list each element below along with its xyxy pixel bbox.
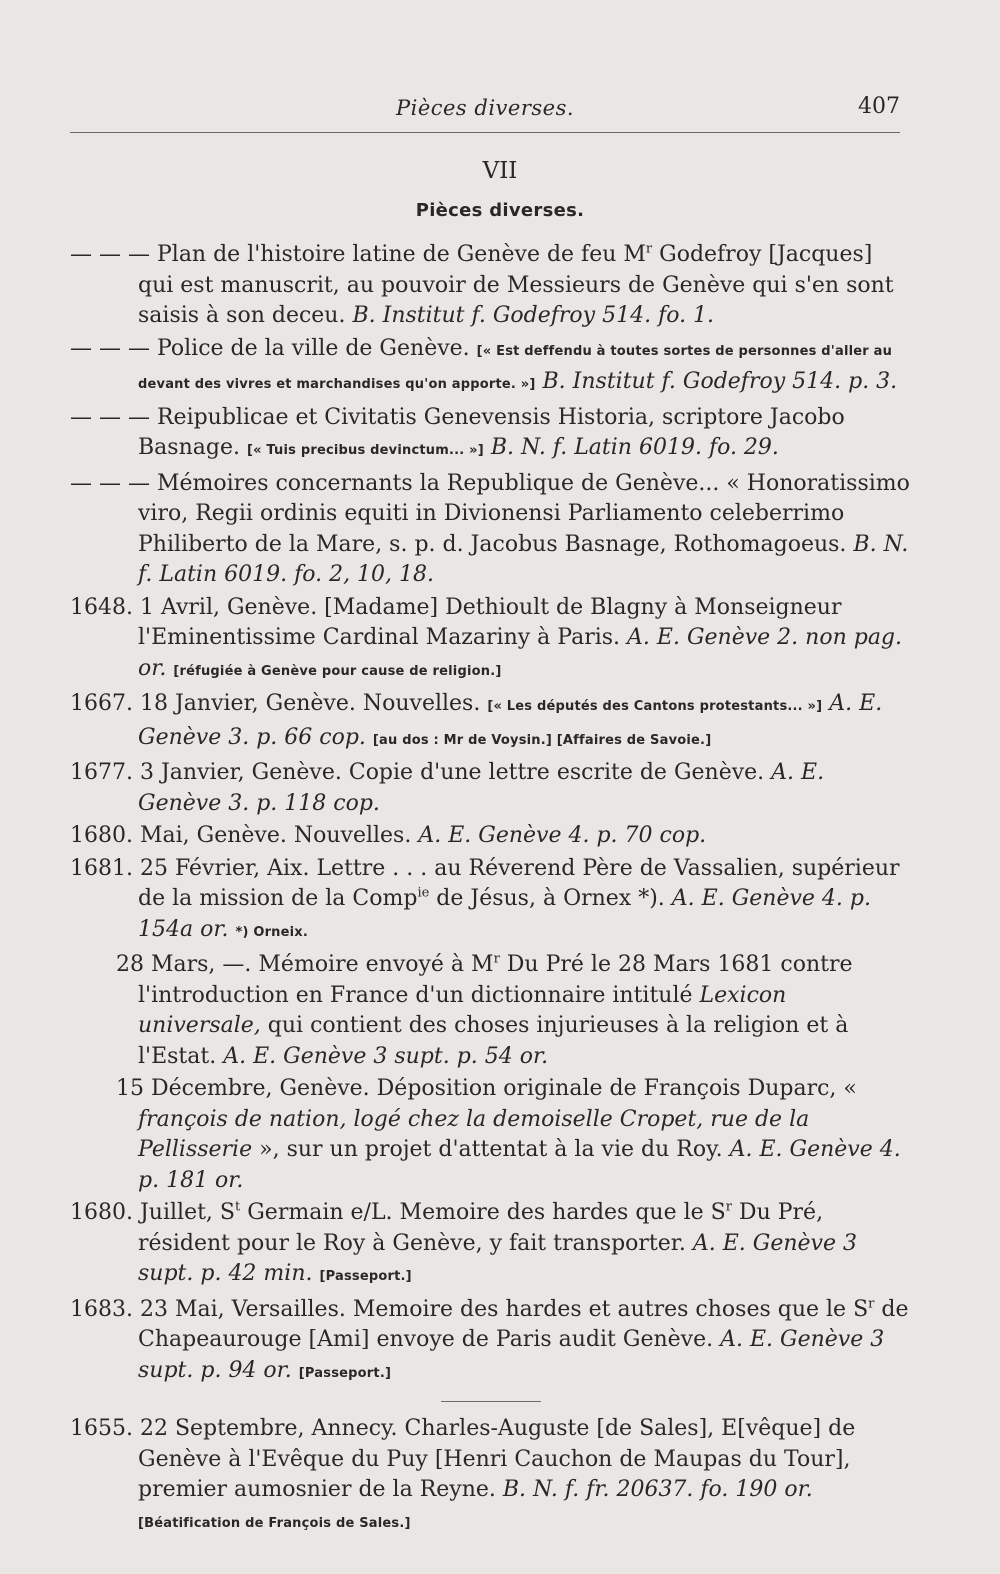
superscript: r bbox=[493, 951, 500, 967]
entry-text: Du Pré, résident pour le Roy à Genève, y fait transporter. bbox=[138, 1200, 824, 1256]
citation: A. E. Genève 4. p. 154a or. bbox=[138, 886, 871, 942]
citation: françois de nation, logé chez la demoiselle Cropet, rue de la Pellisserie bbox=[138, 1106, 810, 1162]
entry-text bbox=[484, 435, 491, 460]
catalog-entry bbox=[70, 403, 912, 467]
superscript: t bbox=[235, 1199, 241, 1215]
citation: B. Institut f. Godefroy 514. fo. 1. bbox=[352, 303, 715, 328]
citation: Lexicon universale, bbox=[138, 982, 787, 1038]
entry-text bbox=[366, 725, 373, 750]
annotation: [Béatification de François de Sales.] bbox=[138, 1515, 411, 1531]
superscript: r bbox=[868, 1296, 875, 1312]
entry-text: 1681. 25 Février, Aix. Lettre . . . au Réverend Père de Vassalien, supérieur de la mission de la Comp bbox=[70, 855, 900, 911]
catalog-entry bbox=[70, 593, 912, 688]
catalog-entry bbox=[70, 758, 912, 819]
annotation: [« Les députés des Cantons protestants... »] bbox=[487, 699, 823, 714]
catalog-entry bbox=[70, 469, 912, 591]
entry-text: 28 Mars, —. Mémoire envoyé à M bbox=[116, 952, 494, 977]
entry-text: 15 Décembre, Genève. Déposition originale de François Duparc, « bbox=[116, 1076, 857, 1101]
section-number: VII bbox=[482, 158, 518, 184]
superscript: r bbox=[725, 1199, 732, 1215]
entry-text: 1648. 1 Avril, Genève. [Madame] Dethioult de Blagny à Monseigneur l'Eminentissime Cardinal Mazariny à Paris. bbox=[70, 594, 842, 650]
citation: A. E. Genève 3 supt. p. 54 or. bbox=[223, 1043, 549, 1069]
entry-text: Godefroy [Jacques] qui est manuscrit, au pouvoir de Messieurs de Genève qui s'en sont saisis à son deceu. bbox=[138, 242, 894, 328]
citation: B. N. f. fr. 20637. fo. 190 or. bbox=[502, 1477, 813, 1502]
entry-text bbox=[292, 1358, 299, 1383]
entry-text: 1683. 23 Mai, Versailles. Memoire des hardes et autres choses que le S bbox=[70, 1296, 869, 1322]
citation: A. E. Genève 3. p. 66 cop. bbox=[138, 691, 883, 750]
entry-text: », sur un projet d'attentat à la vie du Roy. bbox=[252, 1137, 730, 1162]
superscript: r bbox=[645, 241, 653, 257]
citation: A. E. Genève 3 supt. p. 42 min. bbox=[138, 1230, 857, 1286]
section-title: Pièces diverses. bbox=[415, 200, 585, 221]
entry-text: qui contient des choses injurieuses à la religion et à l'Estat. bbox=[138, 1013, 849, 1069]
entry-text: 1667. 18 Janvier, Genève. Nouvelles. bbox=[70, 691, 488, 716]
annotation: [Passeport.] bbox=[319, 1269, 412, 1284]
annotation: [« Est deffendu à toutes sortes de personnes d'aller au devant des vivres et marchandises qu'on apporte. »] bbox=[138, 343, 893, 392]
entry-text: 1680. Mai, Genève. Nouvelles. bbox=[70, 823, 419, 848]
entry-text: 1677. 3 Janvier, Genève. Copie d'une lettre escrite de Genève. bbox=[70, 760, 772, 785]
catalog-entry bbox=[70, 1074, 912, 1196]
citation: A. E. Genève 4. p. 70 cop. bbox=[418, 823, 707, 848]
entry-text bbox=[536, 369, 543, 394]
running-title: Pièces diverses. bbox=[395, 96, 575, 120]
catalog-entry bbox=[70, 689, 912, 756]
page-number: 407 bbox=[858, 94, 900, 119]
catalog-entry bbox=[70, 1295, 912, 1390]
entry-text: 1680. Juillet, S bbox=[70, 1200, 235, 1225]
catalog-entry bbox=[70, 240, 912, 332]
entry-text: — — — Police de la ville de Genève. bbox=[70, 335, 477, 361]
annotation: [Passeport.] bbox=[298, 1365, 392, 1381]
catalog-entry bbox=[70, 950, 912, 1072]
catalog-entry bbox=[70, 334, 912, 401]
citation: B. Institut f. Godefroy 514. p. 3. bbox=[542, 369, 898, 394]
annotation: *) Orneix. bbox=[235, 924, 309, 940]
entry-text: — — — Mémoires concernants la Republique de Genève... « Honoratissimo viro, Regii ordinis equiti in Divionensi Parliamento celeberrimo Philiberto de la Mare, s. p. d. Jacobus Basnage, Rothomagoeus. bbox=[70, 470, 910, 557]
catalog-entry bbox=[70, 821, 912, 852]
citation: B. N. f. Latin 6019. fo. 2, 10, 18. bbox=[138, 531, 909, 587]
catalog-entry bbox=[70, 1414, 912, 1539]
catalog-entry bbox=[70, 1198, 912, 1293]
annotation: [« Tuis precibus devinctum... »] bbox=[246, 443, 484, 458]
separator-rule bbox=[441, 1401, 541, 1402]
entry-text: de Jésus, à Ornex *). bbox=[429, 886, 672, 911]
citation: A. E. Genève 4. p. 181 or. bbox=[138, 1137, 901, 1193]
superscript: ie bbox=[417, 885, 430, 901]
entry-text: de Chapeaurouge [Ami] envoye de Paris audit Genève. bbox=[138, 1296, 909, 1352]
catalog-entry bbox=[70, 854, 912, 949]
entry-text: — — — Reipublicae et Civitatis Genevensis Historia, scriptore Jacobo Basnage. bbox=[70, 404, 845, 460]
citation: A. E. Genève 2. non pag. or. bbox=[138, 625, 903, 681]
entry-list bbox=[70, 240, 912, 1541]
running-header bbox=[70, 92, 900, 133]
annotation: [réfugiée à Genève pour cause de religion.] bbox=[173, 663, 502, 679]
citation: A. E. Genève 3. p. 118 cop. bbox=[138, 760, 825, 816]
citation: B. N. f. Latin 6019. fo. 29. bbox=[490, 435, 779, 460]
entry-text: — — — Plan de l'histoire latine de Genève de feu M bbox=[70, 242, 646, 267]
entry-text: Germain e/L. Memoire des hardes que le S bbox=[240, 1200, 726, 1225]
entry-text: Du Pré le 28 Mars 1681 contre l'introduction en France d'un dictionnaire intitulé bbox=[138, 952, 853, 1008]
annotation: [au dos : Mr de Voysin.] [Affaires de Savoie.] bbox=[372, 732, 712, 748]
citation: A. E. Genève 3 supt. p. 94 or. bbox=[138, 1327, 885, 1383]
entry-text: 1655. 22 Septembre, Annecy. Charles-Auguste [de Sales], E[vêque] de Genève à l'Evêque du Puy [Henri Cauchon de Maupas du Tour], premier aumosnier de la Reyne. bbox=[70, 1416, 856, 1502]
entry-text bbox=[313, 1261, 320, 1286]
